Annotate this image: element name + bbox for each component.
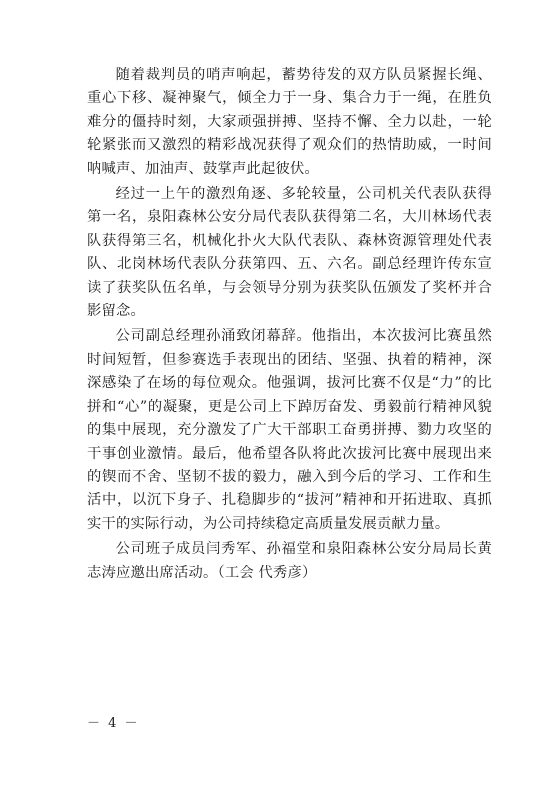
paragraph-results: 经过一上午的激烈角逐、多轮较量，公司机关代表队获得第一名，泉阳森林公安分局代表队获得第二名，大川林场代表队获得第三名，机械化扑火大队代表队、森林资源管理处代表队、北岗林场代表队分获第四、五、六名。副总经理许传东宣读了获奖队伍名单，与会领导分别为获奖队伍颁发了奖杯并合影留念。 — [87, 186, 492, 320]
paragraph-tug-of-war-match: 随着裁判员的哨声响起，蓄势待发的双方队员紧握长绳、重心下移、凝神聚气，倾全力于一身、集合力于一绳，在胜负难分的僵持时刻，大家顽强拼搏、坚持不懈、全力以赴，一轮轮紧张而又激烈的精彩战况获得了观众们的热情助威，一时间呐喊声、加油声、鼓掌声此起彼伏。 — [87, 67, 492, 177]
paragraph-closing-speech: 公司副总经理孙涌致闭幕辞。他指出，本次拔河比赛虽然时间短暂，但参赛选手表现出的团结、坚强、执着的精神，深深感染了在场的每位观众。他强调，拔河比赛不仅是“力”的比拼和“心”的凝聚，更是公司上下踔厉奋发、勇毅前行精神风貌的集中展现，充分激发了广大干部职工奋勇拼搏、勠力攻坚的干事创业激情。最后，他希望各队将此次拔河比赛中展现出来的锲而不舍、坚韧不拔的毅力，融入到今后的学习、工作和生活中，以沉下身子、扎稳脚步的“拔河”精神和开拓进取、真抓实干的实际行动，为公司持续稳定高质量发展贡献力量。 — [87, 328, 492, 532]
page-number: － 4 － — [87, 716, 140, 731]
document-body — [87, 64, 492, 585]
paragraph-attendees: 公司班子成员闫秀军、孙福堂和泉阳森林公安分局局长黄志涛应邀出席活动。（工会 代秀彦） — [87, 541, 492, 581]
